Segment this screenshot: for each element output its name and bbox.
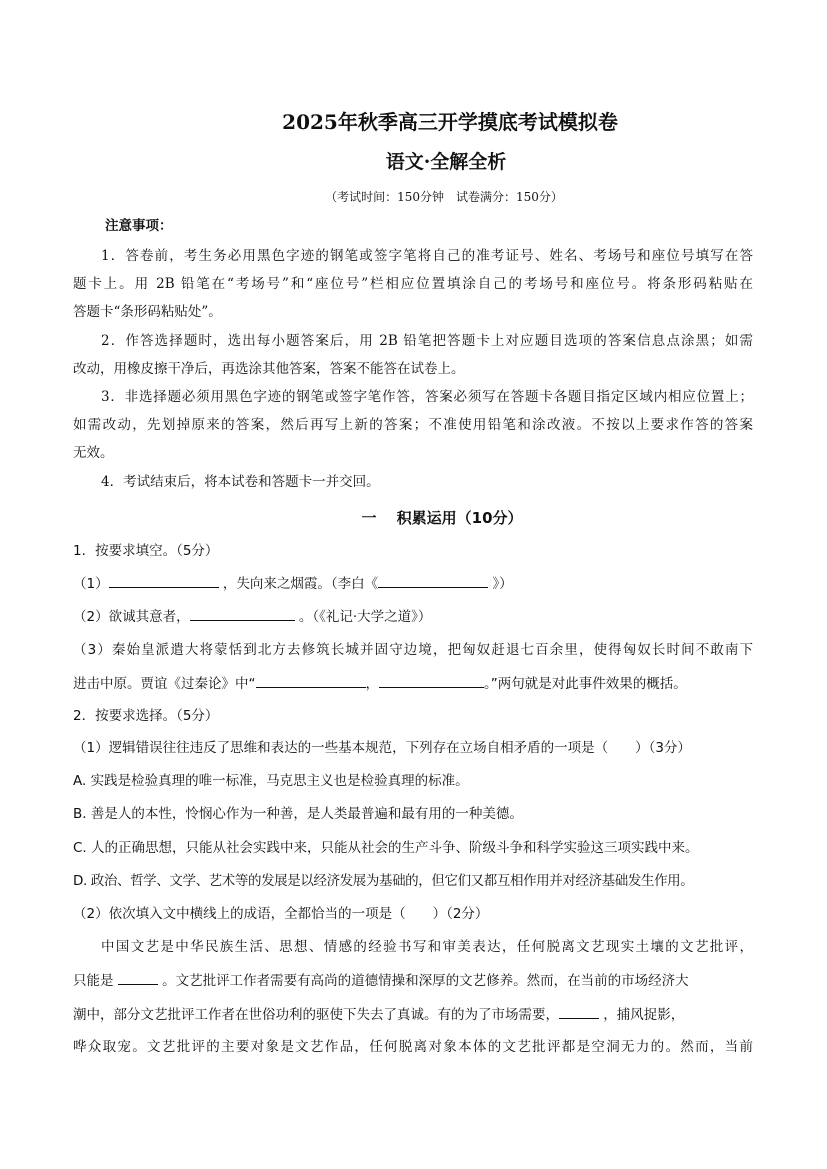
exam-info: （考试时间：150分钟 试卷满分：150分） [325,190,563,204]
answer-blank[interactable] [559,1004,599,1019]
note-line: 如需改动，先划掉原来的答案，然后再写上新的答案；不准使用铅笔和涂改液。不按以上要求作答的答案 [73,417,753,433]
text: 。”两句就是对此事件效果的概括。 [484,676,687,692]
note-line: 2．作答选择题时，选出每小题答案后，用 2B 铅笔把答题卡上对应题目选项的答案信息点涂黑；如需 [101,333,753,349]
text: 潮中，部分文艺批评工作者在世俗功利的驱使下失去了真诚。有的为了市场需要， [73,1007,559,1023]
exam-title: 2025年秋季高三开学摸底考试模拟卷 [282,110,618,134]
passage-line: 中国文艺是中华民族生活、思想、情感的经验书写和审美表达，任何脱离文艺现实土壤的文艺批评， [101,939,753,955]
note-line: 答题卡“条形码粘贴处”。 [73,304,222,320]
note-line: 4．考试结束后，将本试卷和答题卡一并交回。 [101,474,380,490]
option-c[interactable]: C. 人的正确思想，只能从社会实践中来，只能从社会的生产斗争、阶级斗争和科学实验这三项实践中来。 [73,840,699,856]
passage-line [73,1004,753,1025]
note-line: 3．非选择题必须用黑色字迹的钢笔或签字笔作答，答案必须写在答题卡各题目指定区域内相应位置上； [101,389,753,405]
text: ，失向来之烟霞。（李白《 [222,576,379,592]
answer-blank[interactable] [378,573,488,588]
text: ，捕风捉影， [603,1007,685,1023]
passage-line [73,970,753,991]
question-1-part-3-cont [73,673,753,694]
note-line: 改动，用橡皮擦干净后，再选涂其他答案，答案不能答在试卷上。 [73,361,465,377]
option-a[interactable]: A. 实践是检验真理的唯一标准，马克思主义也是检验真理的标准。 [73,773,469,789]
answer-blank[interactable] [109,573,219,588]
note-line: 1．答卷前，考生务必用黑色字迹的钢笔或签字笔将自己的准考证号、姓名、考场号和座位号填写在答 [101,248,753,264]
text: 》） [492,576,513,592]
answer-blank[interactable] [118,970,158,985]
answer-blank[interactable] [379,673,484,688]
answer-blank[interactable] [190,606,295,621]
question-2-sub-2: （2）依次填入文中横线上的成语，全都恰当的一项是（ ）（2分） [73,906,489,922]
text: 。（《礼记·大学之道》） [298,609,432,625]
notes-heading: 注意事项： [105,218,173,234]
passage-line: 哗众取宠。文艺批评的主要对象是文艺作品，任何脱离对象本体的文艺批评都是空洞无力的。然而，当前 [73,1039,753,1055]
exam-subtitle: 语文·全解全析 [385,151,507,173]
answer-blank[interactable] [256,673,366,688]
text: 只能是 [73,973,114,989]
question-2-stem: 2．按要求选择。（5分） [73,708,219,724]
text: 。文艺批评工作者需要有高尚的道德情操和深厚的文艺修养。然而，在当前的市场经济大 [162,973,689,989]
note-line: 无效。 [73,445,114,461]
text: （2）欲诚其意者， [73,609,190,625]
text: ， [365,676,379,692]
note-line: 题卡上。用 2B 铅笔在“考场号”和“座位号”栏相应位置填涂自己的考场号和座位号。将条形码粘贴在 [73,276,753,292]
option-b[interactable]: B. 善是人的本性，怜悯心作为一种善，是人类最普遍和最有用的一种美德。 [73,806,523,822]
option-d[interactable]: D. 政治、哲学、文学、艺术等的发展是以经济发展为基础的，但它们又都互相作用并对经济基础发生作用。 [73,873,694,889]
text: （1） [73,576,109,592]
section-heading: 一 积累运用（10分） [361,509,523,527]
question-2-sub-1: （1）逻辑错误往往违反了思维和表达的一些基本规范，下列存在立场自相矛盾的一项是（ ）（3分） [73,740,691,756]
question-1-part-1 [73,573,753,594]
question-1-part-2 [73,606,753,627]
question-1-part-3: （3）秦始皇派遣大将蒙恬到北方去修筑长城并固守边境，把匈奴赶退七百余里，使得匈奴长时间不敢南下 [73,642,753,658]
text: 进击中原。贾谊《过秦论》中“ [73,676,256,692]
question-1-stem: 1．按要求填空。（5分） [73,543,219,559]
